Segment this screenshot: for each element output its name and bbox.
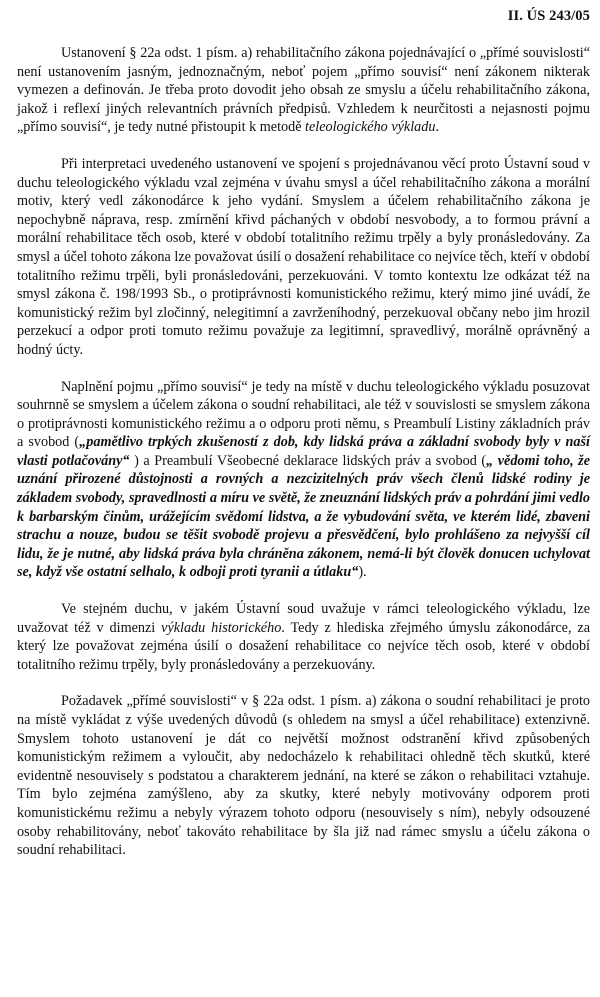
text-segment: Ve stejném duchu, v jakém Ústavní soud uvažuje v rámci teleologického výkladu, lze uvažovat též v dimenzi	[17, 601, 590, 636]
paragraph-5	[17, 692, 590, 859]
text-segment: .	[435, 119, 439, 136]
text-segment: ) a Preambulí Všeobecné deklarace lidských práv a svobod (	[129, 452, 487, 469]
paragraph-1	[17, 44, 590, 137]
text-segment: Požadavek „přímé souvislosti“ v § 22a odst. 1 písm. a) zákona o soudní rehabilitaci je proto na místě vykládat z výše uvedených důvodů (s ohledem na smysl a účel rehabilitace) extenzivně. Smyslem tohoto ustanovení je dát co největší možnost odstranění křivd způsobených komunistickým režimem a vyloučit, aby nedocházelo k rehabilitaci ohledně těch skutků, které evidentně nesouvisely s podstatou a charakterem jednání, na které se zákon o rehabilitaci vztahuje. Tím bylo zejména zamýšleno, aby za skutky, které nebyly motivovány odporem proti komunistickému režimu a nebyly výrazem tohoto odporu (nesouvisely s ním), nebyly odsouzené osoby rehabilitovány, neboť takováto rehabilitace by šla již nad rámec smyslu a účelu zákona o soudní rehabilitaci.	[17, 693, 590, 859]
text-segment: Při interpretaci uvedeného ustanovení ve spojení s projednávanou věcí proto Ústavní soud v duchu teleologického výkladu vzal zejména v úvahu smysl a účel rehabilitačního zákona a morální motiv, který vedl zákonodárce k jeho vydání. Smyslem a účelem rehabilitačního zákona je nepochybně náprava, resp. zmírnění křivd páchaných v období nesvobody, a to formou právní a morální rehabilitace těch osob, které v období totalitního režimu trpěly a byly pronásledovány. Za smysl a účel tohoto zákona lze považovat úsilí o dosažení rehabilitace co nejvíce těch, kteří v období totalitního režimu trpěli, byli pronásledováni, perzekuováni. V tomto kontextu lze odkázat též na smysl zákona č. 198/1993 Sb., o protiprávnosti komunistického režimu, který mimo jiné uvádí, že komunistický režim byl zločinný, nelegitimní a zavrženíhodný, perzekuoval občany nebo jim hrozil perzekucí a odpor proti tomuto režimu považuje za legitimní, spravedlivý, morálně oprávněný a hodný úcty.	[17, 155, 590, 358]
text-segment: ).	[358, 564, 367, 581]
text-segment: Ustanovení § 22a odst. 1 písm. a) rehabilitačního zákona pojednávající o „přímé souvislosti“ není ustanovením jasným, jednoznačným, neboť pojem „přímo souvisí“ není zákonem nikterak vymezen a definován. Je třeba proto dovodit jeho obsah ze smyslu a účelu rehabilitačního zákona, jakož i reflexí jiných relevantních právních předpisů. Vzhledem k neurčitosti a nejasnosti pojmu „přímo souvisí“, je tedy nutné přistoupit k metodě	[17, 45, 590, 136]
emphasis-teleological-interpretation: teleologického výkladu	[305, 119, 436, 136]
paragraph-2	[17, 155, 590, 360]
document-body	[17, 44, 590, 878]
emphasis-historical-interpretation: výkladu historického	[161, 619, 282, 636]
case-reference: II. ÚS 243/05	[507, 8, 590, 24]
paragraph-4	[17, 600, 590, 674]
quote-charter-preamble: „pamětlivo trpkých zkušeností z dob, kdy lidská práva a základní svobody byly v naší vlasti potlačovány“	[17, 434, 590, 469]
quote-udhr-preamble: „ vědomi toho, že uznání přirozené důstojnosti a rovných a nezcizitelných práv všech členů lidské rodiny je základem svobody, spravedlnosti a míru ve světě, že zneuznání lidských práv a pohrdání jimi vedlo k barbarským činům, urážejícím svědomí lidstva, a že vybudování světa, ve kterém lidé, zbaveni strachu a nouze, budou se těšit svobodě projevu a přesvědčení, bylo prohlášeno za nejvyšší cíl lidu, že je nutné, aby lidská práva byla chráněna zákonem, nemá-li být člověk donucen uchylovat se, když vše ostatní selhalo, k odboji proti tyranii a útlaku“	[17, 452, 590, 581]
text-segment: . Tedy z hlediska zřejmého úmyslu zákonodárce, za který lze považovat zejména úsilí o dosažení rehabilitace co nejvíce těch osob, které v období totalitního režimu trpěly, byly pronásledovány a perzekuovány.	[17, 619, 590, 673]
text-segment: Naplnění pojmu „přímo souvisí“ je tedy na místě v duchu teleologického výkladu posuzovat souhrnně se smyslem a účelem zákona o soudní rehabilitaci, ale též v souvislosti se smyslem zákona o protiprávnosti komunistického režimu a o odporu proti němu, s Preambulí Listiny základních práv a svobod (	[17, 378, 590, 451]
paragraph-3	[17, 378, 590, 583]
